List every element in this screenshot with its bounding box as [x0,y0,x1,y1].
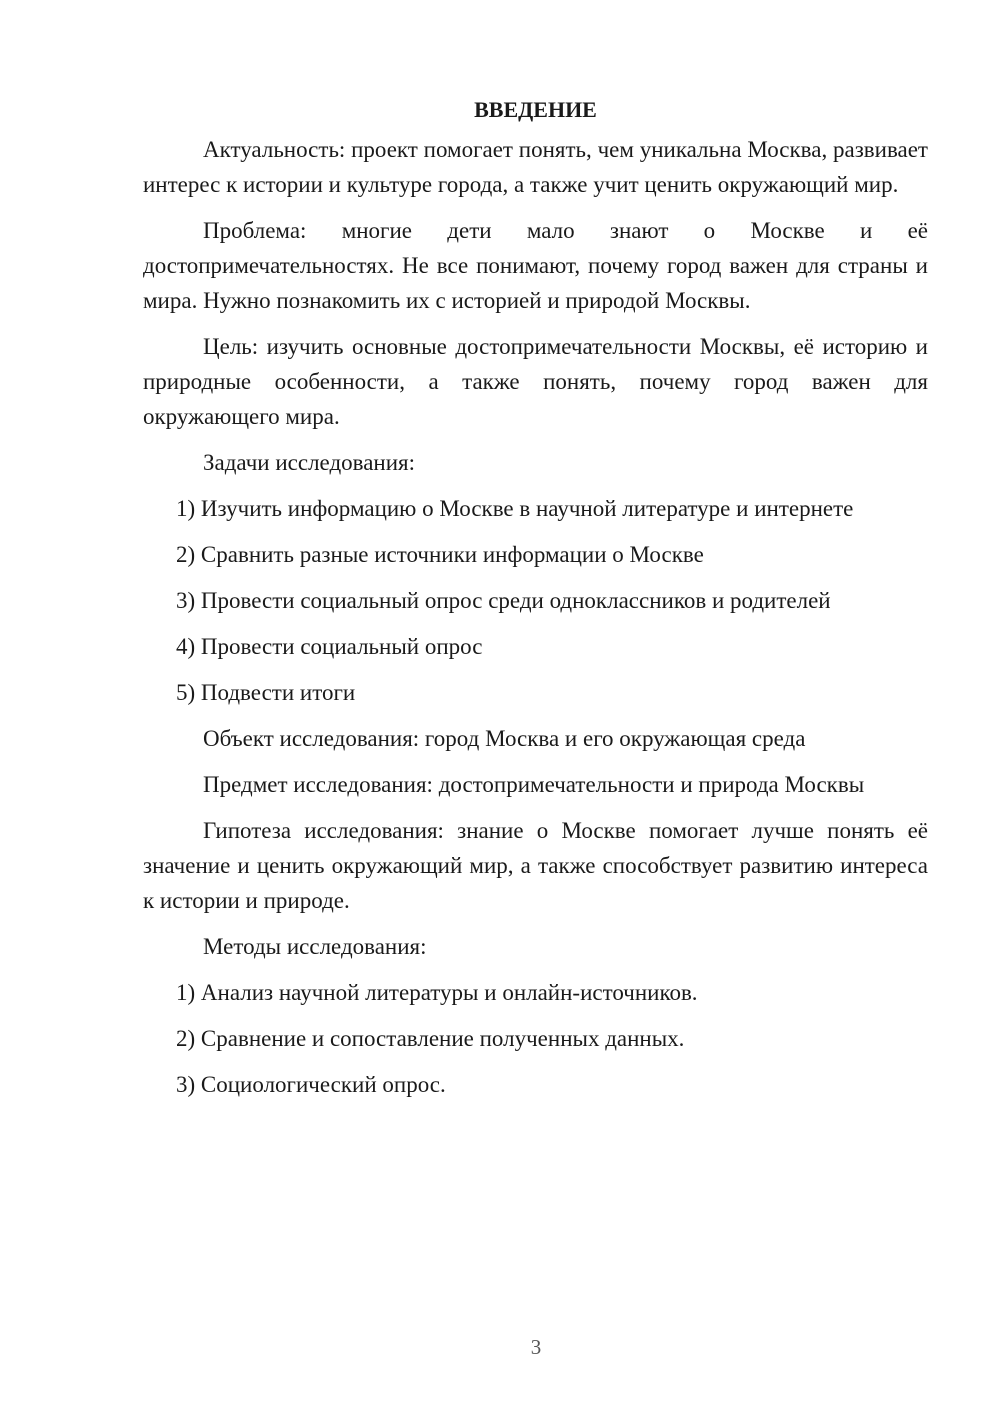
task-item: 5) Подвести итоги [176,680,356,705]
task-item: 4) Провести социальный опрос [176,634,483,659]
method-item: 1) Анализ научной литературы и онлайн-источников. [176,980,698,1005]
document-page [143,92,928,1113]
object-line: Объект исследования: город Москва и его окружающая среда [203,726,806,751]
task-item: 3) Провести социальный опрос среди одноклассников и родителей [176,588,831,613]
hypothesis-paragraph: Гипотеза исследования: знание о Москве помогает лучше понять её значение и ценить окружающий мир, а также способствует развитию интереса к истории и природе. [143,818,928,913]
methods-title: Методы исследования: [203,934,427,959]
page-number: 3 [530,1335,542,1359]
task-item: 2) Сравнить разные источники информации о Москве [176,542,704,567]
method-item: 2) Сравнение и сопоставление полученных данных. [176,1026,685,1051]
tasks-title: Задачи исследования: [203,450,416,475]
relevance-paragraph: Актуальность: проект помогает понять, чем уникальна Москва, развивает интерес к истории и культуре города, а также учит ценить окружающий мир. [143,137,928,197]
goal-paragraph: Цель: изучить основные достопримечательности Москвы, её историю и природные особенности, а также понять, почему город важен для окружающего мира. [143,334,928,429]
problem-paragraph: Проблема: многие дети мало знают о Москве и её достопримечательностях. Не все понимают, почему город важен для страны и мира. Нужно познакомить их с историей и природой Москвы. [143,218,928,313]
task-item: 1) Изучить информацию о Москве в научной литературе и интернете [176,496,854,521]
method-item: 3) Социологический опрос. [176,1072,446,1097]
subject-line: Предмет исследования: достопримечательности и природа Москвы [203,772,865,797]
section-heading: ВВЕДЕНИЕ [474,97,597,122]
